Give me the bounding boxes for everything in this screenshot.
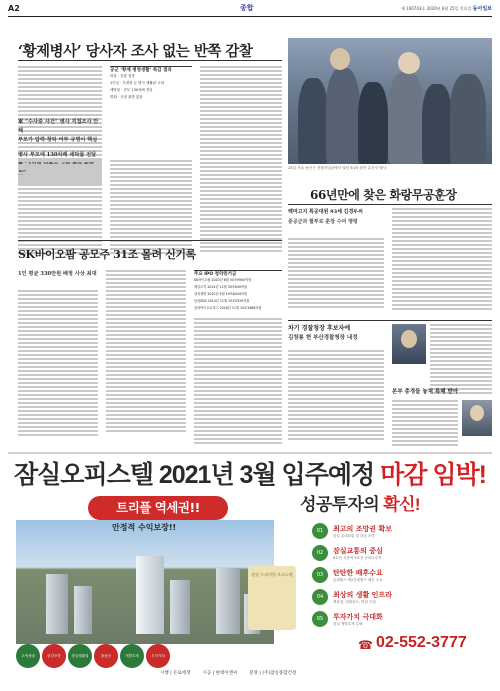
issue-date — [401, 5, 492, 12]
feature-number-badge: 02 — [312, 545, 328, 561]
feature-title: 투자가치 극대화 — [333, 612, 383, 621]
article1-body-col3 — [200, 66, 282, 252]
subhead: 軍 “수사중 사건” 병사 직접조사 안해 — [18, 119, 99, 134]
headline-rule — [288, 204, 492, 205]
ad-right-title-red: 확신! — [383, 495, 420, 514]
feature-desc: 롯데월드·제2롯데월드 배후 수요 — [333, 577, 383, 582]
ad-footer — [160, 670, 296, 676]
ad-footer-item: 분양 | (주)잠실종합건설 — [249, 671, 297, 676]
person-photo — [462, 400, 492, 436]
feature-number-badge: 01 — [312, 523, 328, 539]
table-row: 의혹 · 감찰 결과 — [110, 74, 135, 78]
feature-title: 최상의 생활 인프라 — [333, 590, 392, 599]
article1-table — [110, 66, 192, 101]
ad-pill[interactable]: 트리플 역세권!! — [88, 496, 228, 520]
ad-phone[interactable]: 02-552-3777 — [376, 634, 467, 651]
feature-desc: 백화점, 대형마트, 병원 인접 — [333, 599, 376, 604]
table-body — [194, 277, 282, 312]
feature-title: 탄탄한 배후수요 — [333, 568, 383, 577]
ad-feature-list — [312, 520, 488, 630]
brand-logo: 동아일보 — [472, 6, 492, 12]
feature-desc: 8호선 석촌역·9호선 송파나루역 — [333, 555, 382, 560]
ad-title-red: 마감 임박! — [380, 461, 486, 489]
ad-right-title — [300, 490, 420, 515]
ad-feature-item — [312, 564, 488, 586]
article2-body-col1 — [18, 290, 98, 436]
feature-title: 잠실교통의 중심 — [333, 546, 383, 555]
article3-subhead: 중공군과 혈투로 훈장 수여 명령 — [288, 219, 358, 225]
ad-footer-item: 시공 | 현대이엔씨 — [202, 671, 238, 676]
feature-number-badge: 03 — [312, 567, 328, 583]
article5-body — [392, 400, 458, 446]
article3-body-col1 — [288, 238, 384, 308]
table-row: SK바이오팜 2020년 6월 30조9900억원 — [194, 278, 252, 282]
feature-number-badge: 04 — [312, 589, 328, 605]
section-rule — [288, 320, 492, 321]
photo-caption: 25일 서울 용산구 전쟁기념관에서 열린 6·25 참전 유공자 행사. — [288, 166, 388, 170]
article4-body-col2 — [430, 324, 492, 394]
article4-kicker[interactable]: 차기 경찰청장 후보자에 — [288, 325, 351, 332]
ad-circles — [16, 644, 170, 668]
table-row: 면회 · 규정 위반 없음 — [110, 95, 143, 99]
person-photo — [392, 324, 426, 364]
article4-body-col1 — [288, 350, 384, 440]
article2-table — [194, 270, 282, 312]
article3-headline[interactable]: 66년만에 찾은 화랑무공훈장 — [310, 188, 457, 202]
ad-circle: 투자가치 — [146, 644, 170, 668]
subhead: 부모가 압력·청탁 여부 규명이 핵심 — [18, 137, 98, 143]
ad-pill-sub: 안정적 수익보장!! — [112, 523, 177, 532]
ad-city-image — [16, 520, 274, 644]
page-number: A2 — [8, 4, 20, 13]
feature-title: 최고의 조망권 확보 — [333, 524, 392, 533]
table-row: 세탁물 · 간부 130차례 전달 — [110, 88, 153, 92]
subhead: 병사 부모에 130차례 세탁물 전달 — [18, 152, 97, 158]
article2-body-col3 — [194, 318, 282, 444]
table-row: 삼성바이오로직스 2016년 11월 10조1988억원 — [194, 306, 262, 310]
ad-feature-item — [312, 586, 488, 608]
table-title: 주요 IPO 청약증거금 — [194, 272, 237, 277]
ad-feature-item — [312, 608, 488, 630]
ad-title-main: 잠실오피스텔 2021년 3월 입주예정 — [14, 461, 381, 489]
header-rule — [8, 16, 492, 17]
article2-headline[interactable]: SK바이오팜 공모주 31조 몰려 신기록 — [18, 248, 196, 261]
ad-right-title-main: 성공투자의 — [300, 495, 384, 514]
ad-title[interactable] — [8, 455, 492, 491]
ad-feature-item — [312, 542, 488, 564]
table-row: 1인실 · 부대장 등 병사 생활관 고려 — [110, 81, 164, 85]
table-title: 공군 ‘황제 병영생활’ 특감 결과 — [110, 68, 172, 73]
ad-footer-item: 시행 | 유로에셋 — [160, 671, 191, 676]
feature-desc: 잠실 롯데타워 및 한강 조망 — [333, 533, 375, 538]
headline-rule — [18, 60, 282, 61]
article2-subhead: 1인 평균 330만원 배정 사상 최대 — [18, 271, 97, 277]
news-photo[interactable] — [288, 38, 492, 164]
section-title: 종합 — [240, 4, 254, 12]
ad-circle: 풀옵션 — [94, 644, 118, 668]
article2-body-col2 — [106, 270, 186, 432]
article3-kicker: 백마고지 특공대원 93세 김경두씨 — [288, 209, 363, 215]
article4-subhead: 김창룡 현 부산경찰청장 내정 — [288, 335, 358, 341]
ad-badge: 잠실 프리미엄 오피스텔 — [248, 566, 296, 630]
ad-circle: 한강조망 — [42, 644, 66, 668]
ad-circle: 개발호재 — [120, 644, 144, 668]
ad-circle: 잠실생활권 — [68, 644, 92, 668]
ad-feature-item — [312, 520, 488, 542]
ad-circle: 초역세권 — [16, 644, 40, 668]
table-row: 삼성SDS 2014년 11월 15조5520억원 — [194, 299, 250, 303]
phone-icon: ☎ — [358, 638, 373, 652]
issue-date-text: 제 100743호 2020년 6월 25일 목요일 — [401, 6, 472, 11]
table-body — [110, 73, 192, 101]
feature-desc: 잠실 개발호재 수혜 — [333, 621, 363, 626]
article5-subhead[interactable]: 본부 총경들 놓쳐 특혜 받아 — [392, 389, 459, 395]
section-rule — [18, 240, 282, 241]
article3-body-col2 — [392, 208, 492, 310]
article1-headline[interactable]: ‘황제병사’ 당사자 조사 없는 반쪽 감찰 — [18, 43, 253, 60]
table-row: 삼성생명 2010년 5월 19조8444억원 — [194, 292, 248, 296]
table-row: 제일모직 2014년 12월 30조649억원 — [194, 285, 248, 289]
feature-number-badge: 05 — [312, 611, 328, 627]
